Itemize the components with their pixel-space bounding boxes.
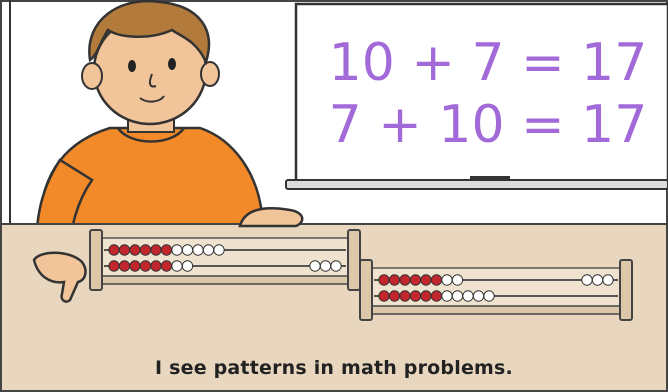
- bead-white: [582, 275, 592, 285]
- ear-left: [82, 63, 102, 89]
- bead-white: [182, 261, 192, 271]
- bead-red: [421, 291, 431, 301]
- bead-white: [331, 261, 341, 271]
- bead-red: [140, 261, 150, 271]
- equation-line-2: 7 + 10 = 17: [328, 95, 648, 155]
- eye-right: [168, 58, 176, 70]
- abacus-post-right: [348, 230, 360, 290]
- whiteboard: [286, 4, 668, 189]
- bead-red: [151, 245, 161, 255]
- bead-red: [410, 291, 420, 301]
- bead-red: [119, 261, 129, 271]
- bead-white: [203, 245, 213, 255]
- bead-white: [452, 291, 462, 301]
- ear-right: [201, 62, 219, 86]
- bead-red: [400, 275, 410, 285]
- bead-white: [193, 245, 203, 255]
- bead-white: [214, 245, 224, 255]
- bead-white: [320, 261, 330, 271]
- bead-red: [431, 291, 441, 301]
- bead-red: [421, 275, 431, 285]
- bead-red: [161, 245, 171, 255]
- bead-red: [109, 245, 119, 255]
- bead-white: [172, 261, 182, 271]
- abacus-right: [360, 260, 632, 320]
- equation-line-1: 10 + 7 = 17: [328, 33, 648, 93]
- bead-white: [463, 291, 473, 301]
- bead-red: [389, 275, 399, 285]
- bead-red: [130, 245, 140, 255]
- bead-white: [603, 275, 613, 285]
- marker: [470, 176, 510, 181]
- bead-red: [410, 275, 420, 285]
- abacus-rail: [366, 306, 626, 314]
- bead-red: [130, 261, 140, 271]
- bead-red: [151, 261, 161, 271]
- bead-red: [400, 291, 410, 301]
- caption: I see patterns in math problems.: [155, 357, 513, 379]
- bead-red: [119, 245, 129, 255]
- bead-white: [442, 291, 452, 301]
- bead-red: [161, 261, 171, 271]
- bead-red: [389, 291, 399, 301]
- bead-white: [484, 291, 494, 301]
- whiteboard-tray: [286, 180, 668, 189]
- bead-red: [431, 275, 441, 285]
- bead-white: [473, 291, 483, 301]
- bead-white: [310, 261, 320, 271]
- abacus-rail: [96, 276, 354, 284]
- abacus-post-left: [90, 230, 102, 290]
- bead-white: [172, 245, 182, 255]
- bead-red: [379, 275, 389, 285]
- bead-red: [379, 291, 389, 301]
- bead-white: [592, 275, 602, 285]
- abacus-post-left: [360, 260, 372, 320]
- bead-red: [140, 245, 150, 255]
- bead-white: [182, 245, 192, 255]
- abacus-left: [90, 230, 360, 290]
- bead-white: [452, 275, 462, 285]
- bead-red: [109, 261, 119, 271]
- abacus-post-right: [620, 260, 632, 320]
- bead-white: [442, 275, 452, 285]
- eye-left: [128, 60, 136, 72]
